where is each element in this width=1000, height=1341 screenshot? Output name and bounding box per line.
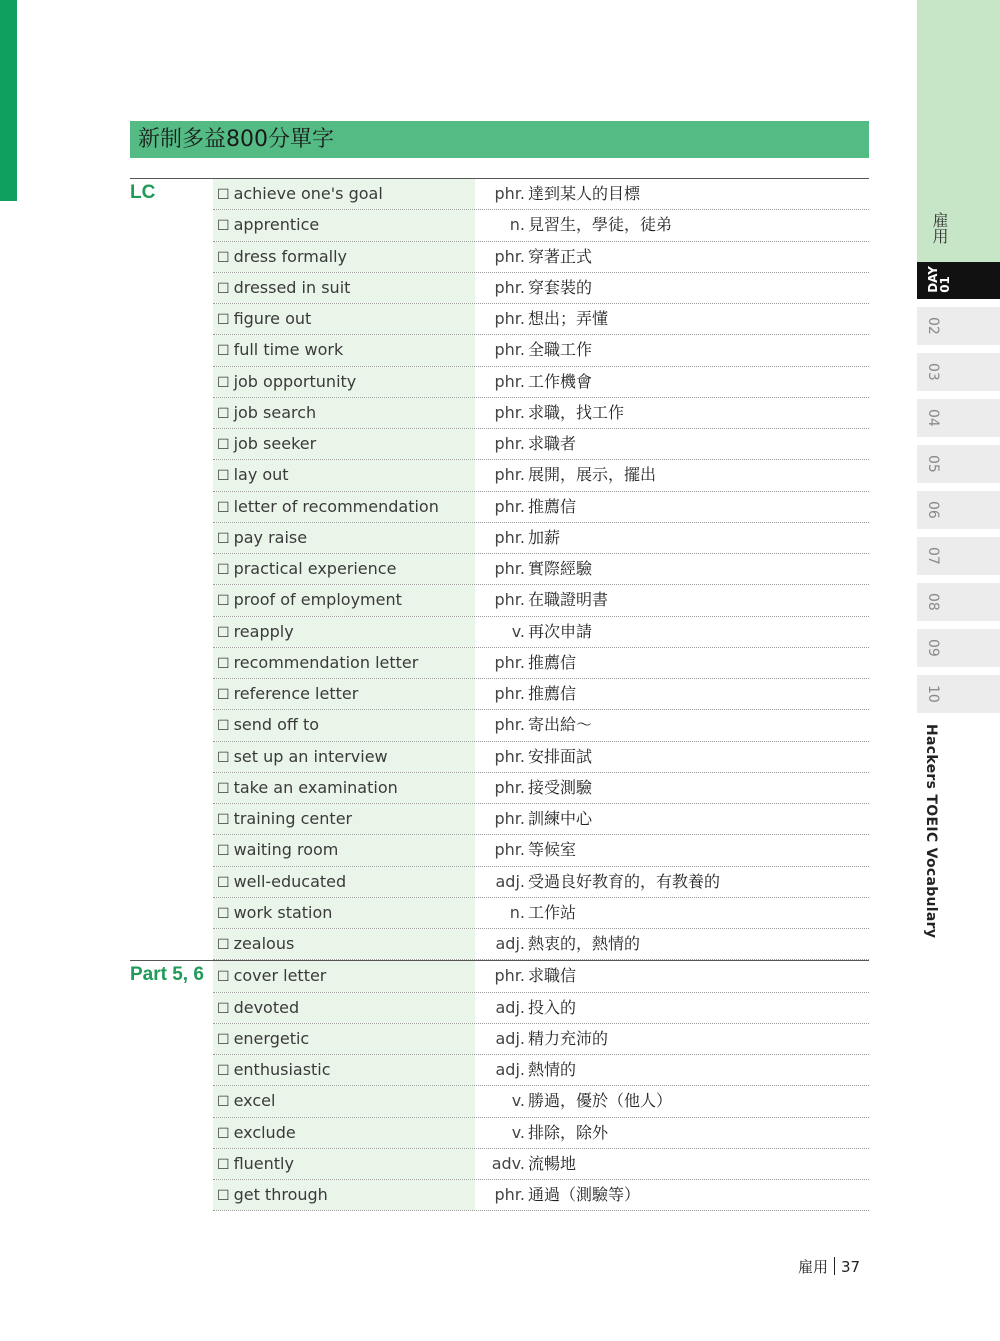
- term-text: reference letter: [233, 684, 359, 703]
- term-text: devoted: [233, 997, 300, 1017]
- meaning: 工作機會: [528, 371, 593, 391]
- checkbox-icon[interactable]: ☐: [217, 749, 230, 766]
- day-tab-label: DAY 01: [926, 266, 952, 293]
- vocab-row: [213, 1118, 869, 1149]
- checkbox-icon[interactable]: ☐: [217, 1188, 230, 1204]
- vocab-term: [213, 460, 475, 490]
- vocab-row: [213, 993, 869, 1024]
- part-of-speech: phr.: [494, 840, 525, 860]
- vocab-term: [213, 554, 475, 584]
- meaning: 在職證明書: [528, 590, 609, 610]
- vocab-row: [213, 179, 869, 210]
- term-text: excel: [233, 1091, 276, 1111]
- vocab-row: [213, 804, 869, 835]
- term-text: job opportunity: [233, 371, 357, 391]
- day-tab[interactable]: [917, 307, 1000, 345]
- checkbox-icon[interactable]: ☐: [217, 843, 230, 860]
- part-of-speech: adj.: [495, 934, 525, 953]
- meaning: 達到某人的目標: [528, 184, 641, 203]
- checkbox-icon[interactable]: ☐: [217, 593, 230, 610]
- meaning: 想出；弄懂: [528, 309, 609, 328]
- vocab-row: [213, 773, 869, 804]
- checkbox-icon[interactable]: ☐: [217, 718, 230, 735]
- part-of-speech: adj.: [495, 997, 525, 1017]
- day-tab[interactable]: [917, 675, 1000, 713]
- day-tab[interactable]: [917, 537, 1000, 575]
- term-text: energetic: [233, 1028, 310, 1048]
- vocab-row: [213, 523, 869, 554]
- vocab-row: [213, 867, 869, 898]
- section-0: [130, 178, 869, 960]
- checkbox-icon[interactable]: ☐: [217, 562, 230, 578]
- meaning: 加薪: [528, 527, 561, 547]
- checkbox-icon[interactable]: ☐: [217, 905, 230, 922]
- meaning: 安排面試: [528, 746, 593, 766]
- vocab-term: [213, 242, 475, 272]
- checkbox-icon[interactable]: ☐: [217, 874, 230, 891]
- meaning: 流暢地: [528, 1153, 577, 1173]
- vocab-term: [213, 617, 475, 647]
- part-of-speech: n.: [509, 215, 525, 235]
- vocab-term: [213, 367, 475, 397]
- vocab-row: [213, 585, 869, 616]
- meaning: 穿套裝的: [528, 277, 593, 297]
- term-text: lay out: [233, 465, 289, 485]
- vocab-term: [213, 867, 475, 897]
- vocab-row: [213, 1024, 869, 1055]
- vocab-row: [213, 460, 869, 491]
- vocab-row: [213, 617, 869, 648]
- vocab-row: [213, 1055, 869, 1086]
- meaning: 訓練中心: [528, 809, 593, 828]
- checkbox-icon[interactable]: ☐: [217, 1125, 230, 1142]
- meaning: 熱情的: [528, 1060, 577, 1079]
- meaning: 再次申請: [528, 621, 593, 641]
- checkbox-icon[interactable]: ☐: [217, 437, 230, 453]
- checkbox-icon[interactable]: ☐: [217, 280, 230, 297]
- meaning: 勝過，優於（他人）: [528, 1091, 673, 1111]
- day-tab-label: 03: [925, 363, 941, 381]
- section-label: LC: [130, 182, 156, 203]
- vocab-term: [213, 742, 475, 772]
- part-of-speech: v.: [511, 1122, 525, 1142]
- part-of-speech: phr.: [494, 277, 525, 297]
- checkbox-icon[interactable]: ☐: [217, 374, 230, 391]
- left-accent-bar: [0, 0, 17, 201]
- day-tab[interactable]: [917, 399, 1000, 437]
- part-of-speech: adv.: [491, 1153, 525, 1173]
- part-of-speech: phr.: [494, 371, 525, 391]
- vocab-row: [213, 1149, 869, 1180]
- term-text: practical experience: [233, 559, 397, 578]
- vocab-row: [213, 429, 869, 460]
- term-text: recommendation letter: [233, 652, 419, 672]
- checkbox-icon[interactable]: ☐: [217, 499, 230, 516]
- meaning: 等候室: [528, 840, 577, 860]
- part-of-speech: v.: [511, 1091, 525, 1111]
- meaning: 穿著正式: [528, 246, 593, 266]
- vocab-row: [213, 1180, 869, 1211]
- part-of-speech: n.: [509, 902, 525, 922]
- vocab-term: [213, 835, 475, 865]
- page-footer: [798, 1256, 860, 1277]
- vocab-row: [213, 242, 869, 273]
- part-of-speech: phr.: [494, 966, 525, 986]
- term-text: work station: [233, 902, 333, 922]
- meaning: 求職，找工作: [528, 402, 625, 422]
- vocab-term: [213, 523, 475, 553]
- day-tab[interactable]: [917, 583, 1000, 621]
- vocab-term: [213, 1055, 475, 1085]
- term-text: dress formally: [233, 246, 348, 266]
- part-of-speech: phr.: [494, 746, 525, 766]
- vocab-row: [213, 835, 869, 866]
- vocab-term: [213, 710, 475, 740]
- meaning: 受過良好教育的，有教養的: [528, 871, 721, 891]
- meaning: 全職工作: [528, 340, 593, 360]
- term-text: send off to: [233, 715, 320, 735]
- part-of-speech: adj.: [495, 871, 525, 891]
- side-tabs: [917, 0, 1000, 1341]
- checkbox-icon[interactable]: ☐: [217, 1031, 230, 1048]
- vocab-term: [213, 993, 475, 1023]
- meaning: 熱衷的，熱情的: [528, 934, 641, 953]
- meaning: 投入的: [528, 997, 577, 1017]
- part-of-speech: phr.: [494, 590, 525, 610]
- vocab-term: [213, 961, 475, 991]
- day-tab[interactable]: [917, 629, 1000, 667]
- part-of-speech: phr.: [494, 402, 525, 422]
- side-topic-label: 雇用: [930, 212, 949, 244]
- term-text: get through: [233, 1185, 328, 1204]
- part-of-speech: phr.: [494, 1185, 525, 1204]
- vocab-term: [213, 1180, 475, 1210]
- meaning: 工作站: [528, 902, 577, 922]
- day-tab-label: 02: [925, 317, 941, 335]
- term-text: job seeker: [233, 434, 317, 453]
- checkbox-icon[interactable]: ☐: [217, 1063, 230, 1079]
- day-tab-label: 08: [925, 593, 941, 611]
- term-text: reapply: [233, 621, 294, 641]
- vocab-row: [213, 648, 869, 679]
- checkbox-icon[interactable]: ☐: [217, 969, 230, 986]
- part-of-speech: phr.: [494, 309, 525, 328]
- term-text: take an examination: [233, 777, 398, 797]
- vocab-term: [213, 773, 475, 803]
- vocab-term: [213, 335, 475, 365]
- part-of-speech: phr.: [494, 434, 525, 453]
- vocab-row: [213, 492, 869, 523]
- brand-label: Hackers TOEIC Vocabulary: [923, 724, 939, 939]
- meaning: 推薦信: [528, 652, 577, 672]
- vocab-row: [213, 679, 869, 710]
- term-text: waiting room: [233, 840, 339, 860]
- part-of-speech: phr.: [494, 184, 525, 203]
- day-tab[interactable]: [917, 445, 1000, 483]
- part-of-speech: phr.: [494, 715, 525, 735]
- term-text: apprentice: [233, 215, 320, 235]
- vocab-row: [213, 710, 869, 741]
- vocab-term: [213, 492, 475, 522]
- meaning: 見習生，學徒，徒弟: [528, 215, 673, 235]
- meaning: 推薦信: [528, 684, 577, 703]
- part-of-speech: phr.: [494, 527, 525, 547]
- part-of-speech: phr.: [494, 465, 525, 485]
- part-of-speech: phr.: [494, 809, 525, 828]
- part-of-speech: phr.: [494, 246, 525, 266]
- meaning: 推薦信: [528, 496, 577, 516]
- vocab-term: [213, 304, 475, 334]
- checkbox-icon[interactable]: ☐: [217, 187, 230, 203]
- checkbox-icon[interactable]: ☐: [217, 812, 230, 828]
- vocab-row: [213, 398, 869, 429]
- meaning: 接受測驗: [528, 777, 593, 797]
- checkbox-icon[interactable]: ☐: [217, 624, 230, 641]
- term-text: figure out: [233, 309, 312, 328]
- part-of-speech: phr.: [494, 777, 525, 797]
- vocabulary-table: [130, 178, 869, 1211]
- checkbox-icon[interactable]: ☐: [217, 1156, 230, 1173]
- vocab-term: [213, 429, 475, 459]
- checkbox-icon[interactable]: ☐: [217, 312, 230, 328]
- vocab-term: [213, 1149, 475, 1179]
- section-1: [130, 960, 869, 1211]
- footer-divider: [834, 1257, 835, 1275]
- day-tab[interactable]: [917, 353, 1000, 391]
- vocab-row: [213, 898, 869, 929]
- meaning: 求職信: [528, 966, 577, 986]
- vocab-term: [213, 585, 475, 615]
- checkbox-icon[interactable]: ☐: [217, 249, 230, 266]
- term-text: fluently: [233, 1153, 294, 1173]
- day-tab-label: 05: [925, 455, 941, 473]
- term-text: dressed in suit: [233, 277, 351, 297]
- page-number: 37: [841, 1258, 861, 1276]
- vocab-row: [213, 961, 869, 992]
- meaning: 排除，除外: [528, 1122, 609, 1142]
- part-of-speech: v.: [511, 621, 525, 641]
- vocab-row: [213, 1086, 869, 1117]
- checkbox-icon[interactable]: ☐: [217, 655, 230, 672]
- vocab-term: [213, 929, 475, 959]
- vocab-row: [213, 335, 869, 366]
- vocab-term: [213, 273, 475, 303]
- day-tab[interactable]: [917, 491, 1000, 529]
- meaning: 展開，展示，擺出: [528, 465, 657, 485]
- term-text: training center: [233, 809, 353, 828]
- day-tab-label: 09: [925, 639, 941, 657]
- checkbox-icon[interactable]: ☐: [217, 1094, 230, 1111]
- checkbox-icon[interactable]: ☐: [217, 218, 230, 235]
- meaning: 精力充沛的: [528, 1028, 609, 1048]
- part-of-speech: phr.: [494, 559, 525, 578]
- vocab-row: [213, 367, 869, 398]
- meaning: 寄出給～: [528, 715, 593, 735]
- part-of-speech: phr.: [494, 340, 525, 360]
- term-text: cover letter: [233, 966, 327, 986]
- checkbox-icon[interactable]: ☐: [217, 937, 230, 953]
- vocab-term: [213, 1086, 475, 1116]
- term-text: letter of recommendation: [233, 496, 439, 516]
- day-tab-label: 10: [925, 685, 941, 703]
- vocab-term: [213, 648, 475, 678]
- checkbox-icon[interactable]: ☐: [217, 468, 230, 485]
- checkbox-icon[interactable]: ☐: [217, 405, 230, 422]
- vocab-row: [213, 742, 869, 773]
- term-text: job search: [233, 402, 317, 422]
- part-of-speech: phr.: [494, 496, 525, 516]
- vocab-row: [213, 304, 869, 335]
- vocab-term: [213, 679, 475, 709]
- part-of-speech: adj.: [495, 1060, 525, 1079]
- part-of-speech: phr.: [494, 684, 525, 703]
- checkbox-icon[interactable]: ☐: [217, 530, 230, 547]
- vocab-term: [213, 179, 475, 209]
- vocab-row: [213, 273, 869, 304]
- term-text: proof of employment: [233, 590, 402, 610]
- term-text: full time work: [233, 340, 344, 360]
- meaning: 實際經驗: [528, 559, 593, 578]
- vocab-term: [213, 210, 475, 240]
- section-label: Part 5, 6: [130, 964, 204, 986]
- day-tab-active[interactable]: [917, 262, 1000, 299]
- vocab-row: [213, 554, 869, 585]
- term-text: exclude: [233, 1122, 296, 1142]
- vocab-row: [213, 929, 869, 960]
- checkbox-icon[interactable]: ☐: [217, 343, 230, 360]
- term-text: achieve one's goal: [233, 184, 383, 203]
- term-text: set up an interview: [233, 746, 388, 766]
- term-text: enthusiastic: [233, 1060, 331, 1079]
- day-tab-label: 06: [925, 501, 941, 519]
- term-text: pay raise: [233, 527, 308, 547]
- vocab-term: [213, 1024, 475, 1054]
- vocab-row: [213, 210, 869, 241]
- vocab-term: [213, 898, 475, 928]
- footer-topic: 雇用: [798, 1258, 829, 1276]
- checkbox-icon[interactable]: ☐: [217, 780, 230, 797]
- vocab-term: [213, 804, 475, 834]
- page-title: 新制多益800分單字: [130, 121, 869, 158]
- day-tab-label: 07: [925, 547, 941, 565]
- checkbox-icon[interactable]: ☐: [217, 1000, 230, 1017]
- vocab-term: [213, 398, 475, 428]
- part-of-speech: adj.: [495, 1028, 525, 1048]
- part-of-speech: phr.: [494, 652, 525, 672]
- meaning: 求職者: [528, 434, 577, 453]
- term-text: zealous: [233, 934, 295, 953]
- meaning: 通過（測驗等）: [528, 1185, 641, 1204]
- day-tab-label: 04: [925, 409, 941, 427]
- checkbox-icon[interactable]: ☐: [217, 687, 230, 703]
- vocab-term: [213, 1118, 475, 1148]
- term-text: well-educated: [233, 871, 347, 891]
